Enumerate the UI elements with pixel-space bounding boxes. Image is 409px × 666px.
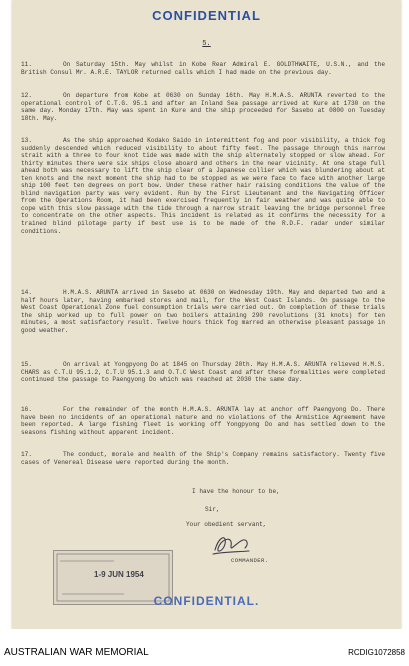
- paragraph-15: [21, 361, 385, 384]
- paragraph-text: On arrival at Yongpyong Do at 1845 on Thursday 20th. May H.M.A.S. ARUNTA relieved H.M.S. CHARS as C.T.U 95.1.2, C.T.U 95.1.3 and O.T.C West Coast and after these formalities were completed continued the passage to Paengyong Do which was reached at 2030 the same day.: [21, 361, 385, 384]
- paragraph-text: The conduct, morale and health of the Ship's Company remains satisfactory. Twenty five cases of Venereal Disease were reported during the month.: [21, 451, 385, 466]
- paragraph-11: [21, 61, 385, 76]
- classification-header: CONFIDENTIAL: [152, 8, 261, 23]
- page-number: 5.: [202, 40, 211, 48]
- paragraph-number: 13.: [21, 137, 32, 144]
- classification-footer: CONFIDENTIAL.: [153, 594, 260, 608]
- paragraph-number: 12.: [21, 92, 32, 99]
- paragraph-number: 17.: [21, 451, 32, 458]
- paragraph-number: 14.: [21, 289, 32, 296]
- paragraph-number: 16.: [21, 406, 32, 413]
- paragraph-text: On departure from Kobe at 0630 on Sunday 16th. May H.M.A.S. ARUNTA reverted to the operational control of C.T.G. 95.1 and after an Inland Sea passage arrived at Kure at 1730 on the same day. Monday 17th. May was spent in Kure and the ship proceeded for Sasebo at 0800 on Tuesday 18th. May.: [21, 92, 385, 122]
- paragraph-16: [21, 406, 385, 436]
- paragraph-text: As the ship approached Kodako Saido in intermittent fog and poor visibility, a thick fog suddenly descended which reduced visibility to about fifty feet. The passage through this narrow strait with a three to four knot tide was made with the ship alternately stopped or slow ahead. For thirty minutes there were six ships close aboard and others in the near vicinity. At one stage full ahead both was necessary to lift the ship clear of a Japanese collier which was blundering about at ten knots and the next moment the ship had to be stopped as we were face to face with another large ship 100 feet ten degrees on port bow. Under these rather hair raising conditions the value of the blind navigation party was very evident. Run by the First Lieutenant and the Navigating Officer from the Operations Room, it had been exercised frequently in fair weather and was quite able to cope with this slow passage with the tide through a narrow strait leaving the bridge personnel free to concentrate on the other aspects. This incident is related as it confirms the necessity for a trained blind pilotage party if best use is to be made of the R.D.F. radar under similar conditions.: [21, 137, 385, 235]
- paragraph-text: On Saturday 15th. May whilst in Kobe Rear Admiral E. GOLDTHWAITE, U.S.N., and the British Consul Mr. A.R.E. TAYLOR returned calls which I had made on the previous day.: [21, 61, 385, 76]
- paragraph-17: [21, 451, 385, 466]
- stamp-date: 1-9 JUN 1954: [94, 570, 144, 579]
- paragraph-number: 11.: [21, 61, 32, 68]
- closing-line: I have the honour to be,: [192, 488, 280, 495]
- paragraph-text: For the remainder of the month H.M.A.S. ARUNTA lay at anchor off Paengyong Do. There have been no incidents of an operational nature and no violations of the Armistice Agreement have been reported. A large fishing fleet is working off Yongpyong Do and has settled down to the seasons fishing without apparent incident.: [21, 406, 385, 436]
- paragraph-number: 15.: [21, 361, 32, 368]
- document-page: [12, 0, 401, 629]
- salutation: Sir,: [205, 506, 220, 513]
- paragraph-12: [21, 92, 385, 122]
- paragraph-14: [21, 289, 385, 334]
- collection-name: AUSTRALIAN WAR MEMORIAL: [4, 647, 149, 658]
- paragraph-text: H.M.A.S. ARUNTA arrived in Sasebo at 0630 on Wednesday 19th. May and departed two and a half hours later, having embarked stores and mail, for the West Coast Islands. On passage to the West Coast Operational Zone fuel consumption trials were carried out. On completion of these trials the ship worked up to full power on two boilers attaining 290 revolutions (31 knots) for ten minutes, a most satisfactory result. Twelve hours thick fog marred an otherwise pleasant passage in good weather.: [21, 289, 385, 334]
- signoff: Your obedient servant,: [186, 521, 267, 528]
- paragraph-13: [21, 137, 385, 235]
- reference-number: RCDIG1072858: [348, 648, 405, 657]
- signatory-title: COMMANDER.: [231, 557, 269, 564]
- handwritten-signature: [209, 530, 253, 560]
